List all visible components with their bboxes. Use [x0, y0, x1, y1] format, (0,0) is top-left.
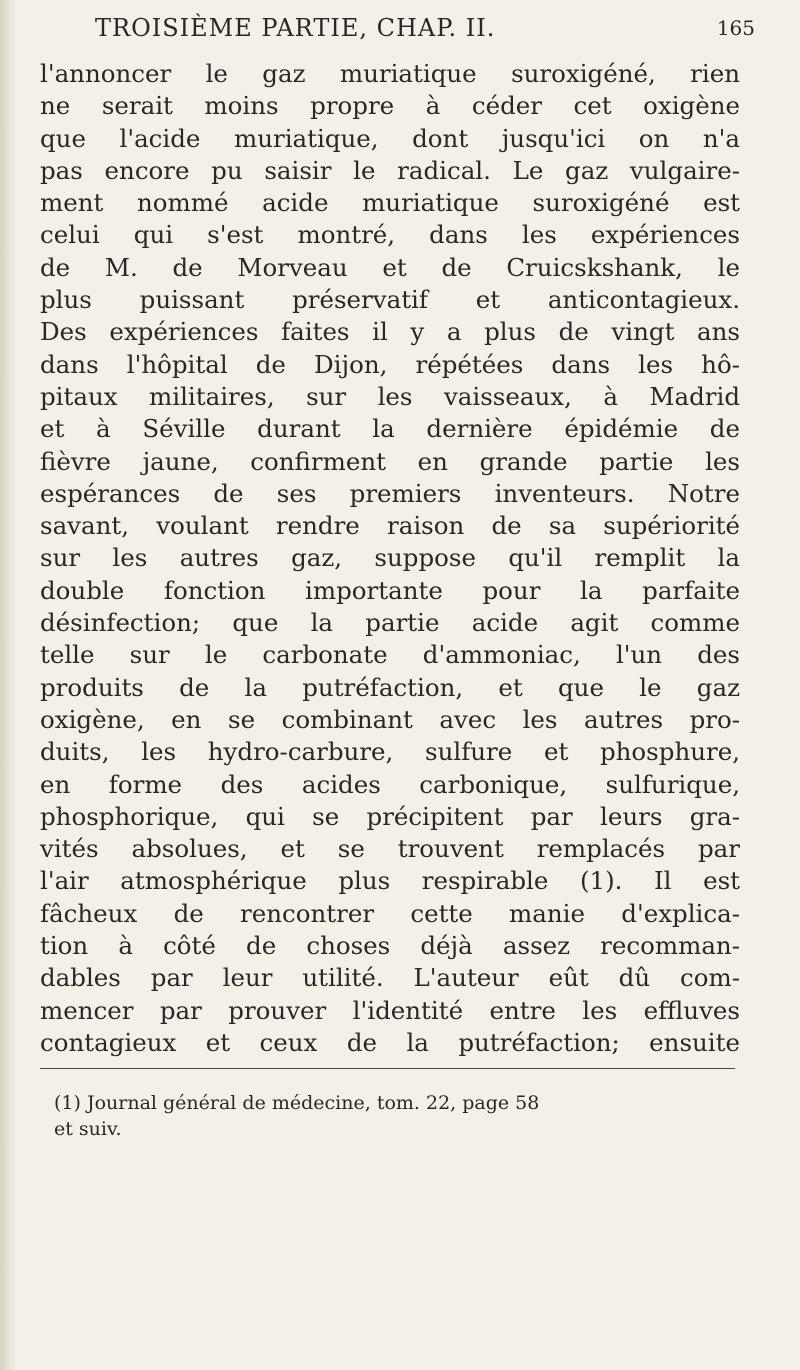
text-line: tion à côté de choses déjà assez recomman-: [40, 931, 740, 961]
text-line: plus puissant préservatif et anticontagieux.: [40, 285, 740, 315]
text-line: savant, voulant rendre raison de sa supériorité: [40, 511, 740, 541]
text-line: l'annoncer le gaz muriatique suroxigéné, rien: [40, 59, 740, 88]
text-line: sur les autres gaz, suppose qu'il remplit la: [40, 543, 740, 573]
running-head: TROISIÈME PARTIE, CHAP. II.: [95, 14, 496, 42]
text-line: désinfection; que la partie acide agit comme: [40, 608, 740, 638]
text-line: Des expériences faites il y a plus de vingt ans: [40, 317, 740, 347]
text-line: produits de la putréfaction, et que le gaz: [40, 672, 740, 702]
text-line: l'air atmosphérique plus respirable (1). Il est: [40, 866, 740, 896]
text-line: dables par leur utilité. L'auteur eût dû com-: [40, 963, 740, 993]
text-line: telle sur le carbonate d'ammoniac, l'un des: [40, 640, 740, 670]
text-line: en forme des acides carbonique, sulfurique,: [40, 769, 740, 799]
footnote-line: (1) Journal général de médecine, tom. 22, page 58: [54, 1092, 540, 1114]
text-line: pas encore pu saisir le radical. Le gaz vulgaire-: [40, 155, 740, 185]
binding-edge: [0, 0, 18, 1370]
text-line: fièvre jaune, confirment en grande partie les: [40, 446, 740, 476]
footnote: [54, 1090, 744, 1142]
text-line: double fonction importante pour la parfaite: [40, 575, 740, 605]
text-line: et à Séville durant la dernière épidémie de: [40, 414, 740, 444]
text-line: mencer par prouver l'identité entre les effluves: [40, 995, 740, 1025]
text-line: que l'acide muriatique, dont jusqu'ici on n'a: [40, 123, 740, 153]
page-header: [95, 14, 755, 50]
page-number: 165: [716, 16, 755, 40]
text-line: phosphorique, qui se précipitent par leurs gra-: [40, 801, 740, 831]
text-line: ne serait moins propre à céder cet oxigène: [40, 91, 740, 121]
text-line: duits, les hydro-carbure, sulfure et phosphure,: [40, 737, 740, 767]
text-line: espérances de ses premiers inventeurs. Notre: [40, 478, 740, 508]
text-line: ment nommé acide muriatique suroxigéné est: [40, 188, 740, 218]
text-line: de M. de Morveau et de Cruicskshank, le: [40, 252, 740, 282]
text-line: celui qui s'est montré, dans les expériences: [40, 220, 740, 250]
text-line: vités absolues, et se trouvent remplacés par: [40, 834, 740, 864]
text-line: oxigène, en se combinant avec les autres pro-: [40, 704, 740, 734]
text-line: contagieux et ceux de la putréfaction; ensuite: [40, 1027, 740, 1057]
footnote-rule: [40, 1068, 735, 1069]
footnote-line: et suiv.: [54, 1118, 122, 1140]
text-line: fâcheux de rencontrer cette manie d'explica-: [40, 898, 740, 928]
text-line: dans l'hôpital de Dijon, répétées dans les hô-: [40, 349, 740, 379]
text-line: pitaux militaires, sur les vaisseaux, à Madrid: [40, 381, 740, 411]
body-text: [40, 58, 740, 1059]
